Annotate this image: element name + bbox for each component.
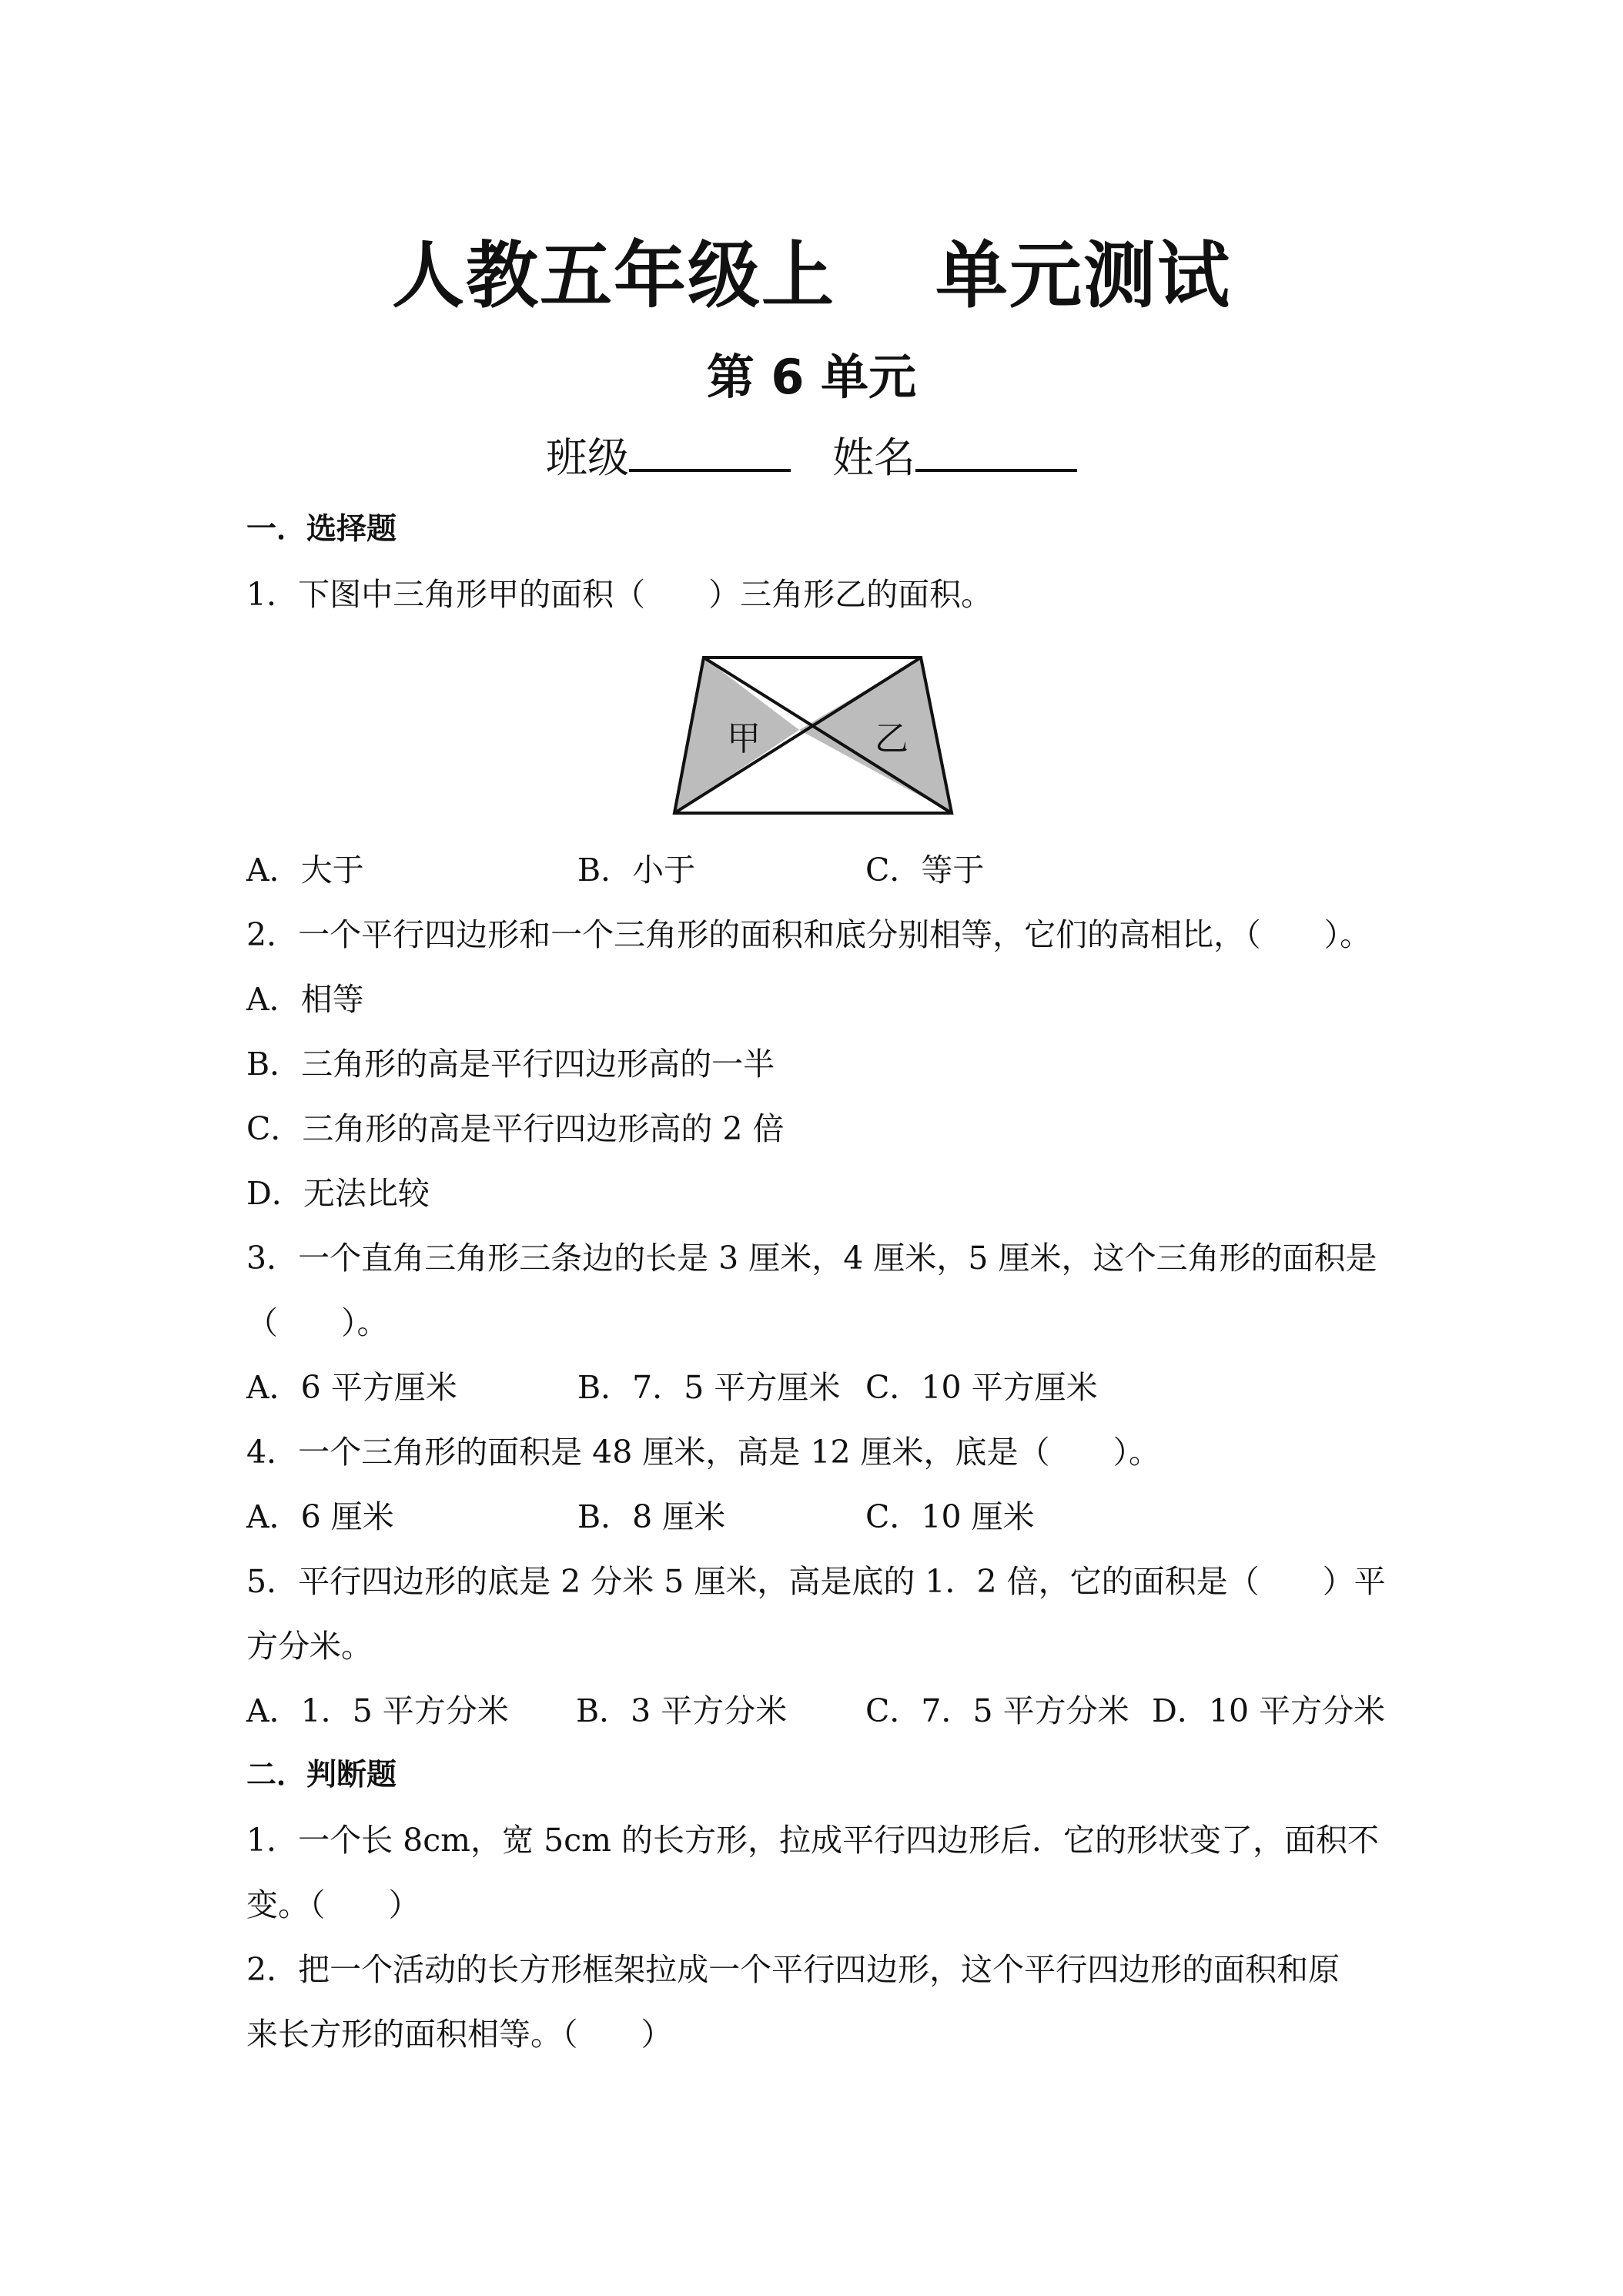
name-label: 姓名 [832, 433, 915, 482]
q5-option-c[interactable]: C．7．5 平方分米 [865, 1692, 1129, 1729]
q5-text-line2: 方分米。 [246, 1628, 373, 1665]
q3-options [246, 1364, 1386, 1411]
q4-option-a[interactable]: A．6 厘米 [246, 1498, 394, 1535]
q3-text-line2: （ ）。 [246, 1304, 389, 1341]
judge-q2-line2: 来长方形的面积相等。（ ） [246, 2016, 673, 2053]
name-blank[interactable] [915, 429, 1077, 472]
q4-option-b[interactable]: B．8 厘米 [577, 1498, 726, 1535]
q5-options [246, 1688, 1386, 1734]
judge-q2-line1: 2．把一个活动的长方形框架拉成一个平行四边形，这个平行四边形的面积和原 [246, 1951, 1340, 1988]
q5-option-a[interactable]: A．1．5 平方分米 [246, 1692, 509, 1729]
unit-subtitle: 第 6 单元 [706, 349, 917, 405]
q1-option-a[interactable]: A．大于 [246, 852, 364, 889]
q2-option-a[interactable]: A．相等 [246, 981, 364, 1018]
title-right: 单元测试 [935, 234, 1232, 318]
q3-option-c[interactable]: C．10 平方厘米 [865, 1369, 1098, 1406]
q1-text: 1．下图中三角形甲的面积（ ）三角形乙的面积。 [246, 576, 993, 613]
trapezoid-figure [659, 647, 967, 824]
q3-option-b[interactable]: B．7．5 平方厘米 [577, 1369, 841, 1406]
judge-q1-line2: 变。（ ） [246, 1886, 420, 1923]
q1-options [246, 847, 1386, 893]
q5-option-d[interactable]: D．10 平方分米 [1152, 1692, 1386, 1729]
q5-text-line1: 5．平行四边形的底是 2 分米 5 厘米，高是底的 1．2 倍，它的面积是（ ）平 [246, 1563, 1386, 1600]
title-left: 人教五年级上 [391, 234, 835, 318]
section-heading-choice: 一．选择题 [246, 512, 397, 547]
q3-option-a[interactable]: A．6 平方厘米 [246, 1369, 457, 1406]
q4-text: 4．一个三角形的面积是 48 厘米，高是 12 厘米，底是（ ）。 [246, 1434, 1161, 1471]
q1-option-c[interactable]: C．等于 [865, 852, 985, 889]
class-blank[interactable] [629, 429, 791, 472]
q2-text: 2．一个平行四边形和一个三角形的面积和底分别相等，它们的高相比，（ ）。 [246, 916, 1372, 953]
student-info-line [0, 425, 1623, 484]
section-heading-judge: 二．判断题 [246, 1758, 397, 1792]
label-jia: 甲 [727, 719, 761, 758]
q4-option-c[interactable]: C．10 厘米 [865, 1498, 1035, 1535]
q5-option-b[interactable]: B．3 平方分米 [576, 1692, 788, 1729]
label-yi: 乙 [875, 719, 909, 758]
class-label: 班级 [546, 433, 629, 482]
q2-option-d[interactable]: D．无法比较 [246, 1175, 430, 1212]
q2-option-c[interactable]: C．三角形的高是平行四边形高的 2 倍 [246, 1110, 785, 1147]
q3-text-line1: 3．一个直角三角形三条边的长是 3 厘米，4 厘米，5 厘米，这个三角形的面积是 [246, 1240, 1377, 1277]
q1-option-b[interactable]: B．小于 [577, 852, 696, 889]
q4-options [246, 1494, 1386, 1540]
judge-q1-line1: 1．一个长 8cm，宽 5cm 的长方形，拉成平行四边形后．它的形状变了，面积不 [246, 1822, 1380, 1859]
q2-option-b[interactable]: B．三角形的高是平行四边形高的一半 [246, 1046, 775, 1083]
page-title [0, 217, 1623, 321]
